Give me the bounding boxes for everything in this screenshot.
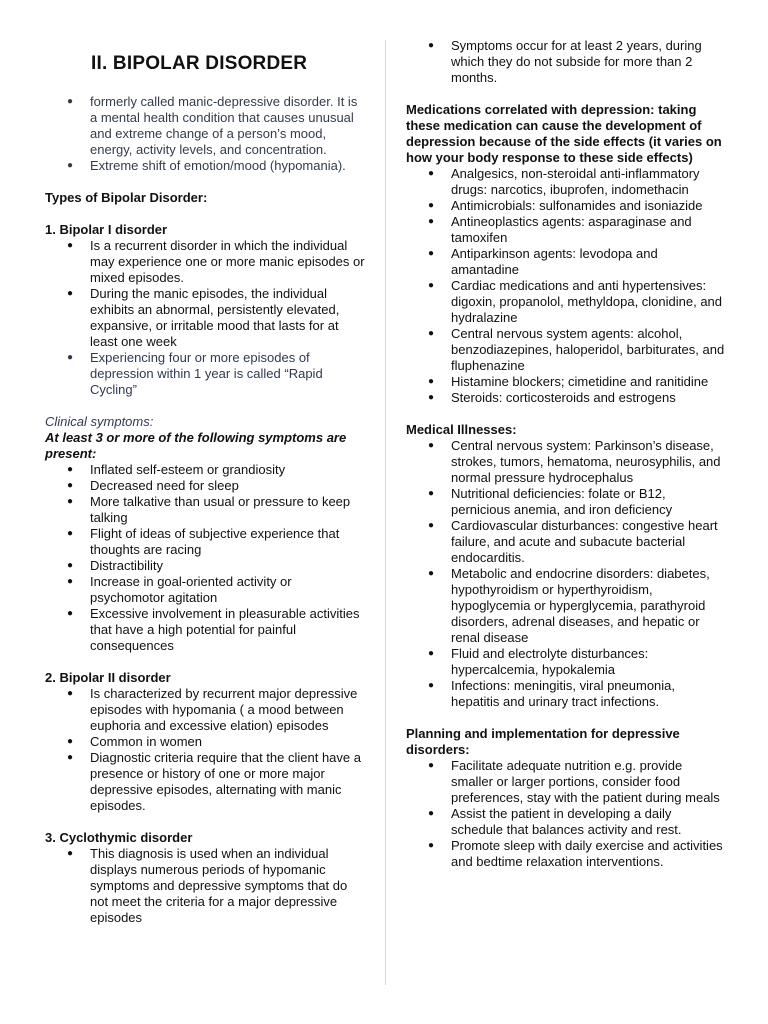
cyclothymic-list (45, 846, 367, 926)
planning-item: ● Facilitate adequate nutrition e.g. provide smaller or larger portions, consider food preferences, stay with the patient during meals (406, 758, 726, 806)
intro-list (45, 94, 367, 174)
illness-item: ● Central nervous system: Parkinson’s disease, strokes, tumors, hematoma, neurosyphilis, and normal pressure hydrocephalus (406, 438, 726, 486)
cyclothymic-heading: 3. Cyclothymic disorder (45, 830, 193, 845)
planning-item: ● Assist the patient in developing a daily schedule that balances activity and rest. (406, 806, 726, 838)
illness-item: ● Fluid and electrolyte disturbances: hypercalcemia, hypokalemia (406, 646, 726, 678)
illness-item: ● Metabolic and endocrine disorders: diabetes, hypothyroidism or hyperthyroidism, hypoglycemia or hyperglycemia, parathyroid disorders, adrenal diseases, and hepatic or renal disease (406, 566, 726, 646)
planning-heading: Planning and implementation for depressive disorders: (406, 726, 680, 757)
planning-item: ● Promote sleep with daily exercise and activities and bedtime relaxation interventions. (406, 838, 726, 870)
illness-item: ● Cardiovascular disturbances: congestive heart failure, and acute and subacute bacterial endocarditis. (406, 518, 726, 566)
bipolar-2-item: ● Is characterized by recurrent major depressive episodes with hypomania ( a mood between euphoria and excessive elation) episodes (45, 686, 367, 734)
illness-item: ● Infections: meningitis, viral pneumonia, hepatitis and urinary tract infections. (406, 678, 726, 710)
medication-item: ● Cardiac medications and anti hypertensives: digoxin, propanolol, methyldopa, clonidine, and hydralazine (406, 278, 726, 326)
medication-item: ● Central nervous system agents: alcohol, benzodiazepines, haloperidol, barbiturates, and fluphenazine (406, 326, 726, 374)
right-column (406, 38, 726, 870)
medication-item: ● Analgesics, non-steroidal anti-inflammatory drugs: narcotics, ibuprofen, indomethacin (406, 166, 726, 198)
bipolar-2-item: ● Common in women (45, 734, 367, 750)
medication-item: ● Steroids: corticosteroids and estrogens (406, 390, 726, 406)
medication-item: ● Histamine blockers; cimetidine and ranitidine (406, 374, 726, 390)
bipolar-1-item: ● Is a recurrent disorder in which the individual may experience one or more manic episodes or mixed episodes. (45, 238, 367, 286)
bipolar-2-list (45, 686, 367, 814)
column-divider (385, 40, 386, 985)
medications-list (406, 166, 726, 406)
clinical-label: Clinical symptoms: (45, 414, 154, 429)
illnesses-heading: Medical Illnesses: (406, 422, 517, 437)
clinical-item: ● Increase in goal-oriented activity or psychomotor agitation (45, 574, 367, 606)
bipolar-1-list (45, 238, 367, 398)
medication-item: ● Antiparkinson agents: levodopa and amantadine (406, 246, 726, 278)
clinical-subheading: At least 3 or more of the following symptoms are present: (45, 430, 347, 461)
planning-list (406, 758, 726, 870)
illnesses-list (406, 438, 726, 710)
clinical-item: ● Flight of ideas of subjective experience that thoughts are racing (45, 526, 367, 558)
clinical-item: ● Decreased need for sleep (45, 478, 367, 494)
bipolar-1-item: ● Experiencing four or more episodes of depression within 1 year is called “Rapid Cycling” (45, 350, 367, 398)
bipolar-2-heading: 2. Bipolar II disorder (45, 670, 171, 685)
types-heading: Types of Bipolar Disorder: (45, 190, 208, 205)
bipolar-2-item: ● Diagnostic criteria require that the client have a presence or history of one or more major depressive episodes, alternating with manic episodes. (45, 750, 367, 814)
clinical-item: ● More talkative than usual or pressure to keep talking (45, 494, 367, 526)
clinical-item: ● Inflated self-esteem or grandiosity (45, 462, 367, 478)
clinical-list (45, 462, 367, 654)
intro-item: ● Extreme shift of emotion/mood (hypomania). (45, 158, 367, 174)
cyclothymic-continued-list (406, 38, 726, 86)
clinical-item: ● Excessive involvement in pleasurable activities that have a high potential for painful consequences (45, 606, 367, 654)
bipolar-1-item: ● During the manic episodes, the individual exhibits an abnormal, persistently elevated, expansive, or irritable mood that lasts for at least one week (45, 286, 367, 350)
bipolar-1-heading: 1. Bipolar I disorder (45, 222, 168, 237)
page-title: II. BIPOLAR DISORDER (91, 53, 308, 74)
clinical-item: ● Distractibility (45, 558, 367, 574)
medication-item: ● Antimicrobials: sulfonamides and isoniazide (406, 198, 726, 214)
illness-item: ● Nutritional deficiencies: folate or B12, pernicious anemia, and iron deficiency (406, 486, 726, 518)
medication-item: ● Antineoplastics agents: asparaginase and tamoxifen (406, 214, 726, 246)
medications-heading: Medications correlated with depression: taking these medication can cause the development of depression because of the side effects (it varies on how your body response to these side effects) (406, 102, 722, 165)
cyclothymic-item: ● This diagnosis is used when an individual displays numerous periods of hypomanic symptoms and depressive symptoms that do not meet the criteria for a major depressive episodes (45, 846, 367, 926)
intro-item: ● formerly called manic-depressive disorder. It is a mental health condition that causes unusual and extreme change of a person’s mood, energy, activity levels, and concentration. (45, 94, 367, 158)
left-column (45, 52, 367, 926)
cyclothymic-item: ● Symptoms occur for at least 2 years, during which they do not subside for more than 2 months. (406, 38, 726, 86)
